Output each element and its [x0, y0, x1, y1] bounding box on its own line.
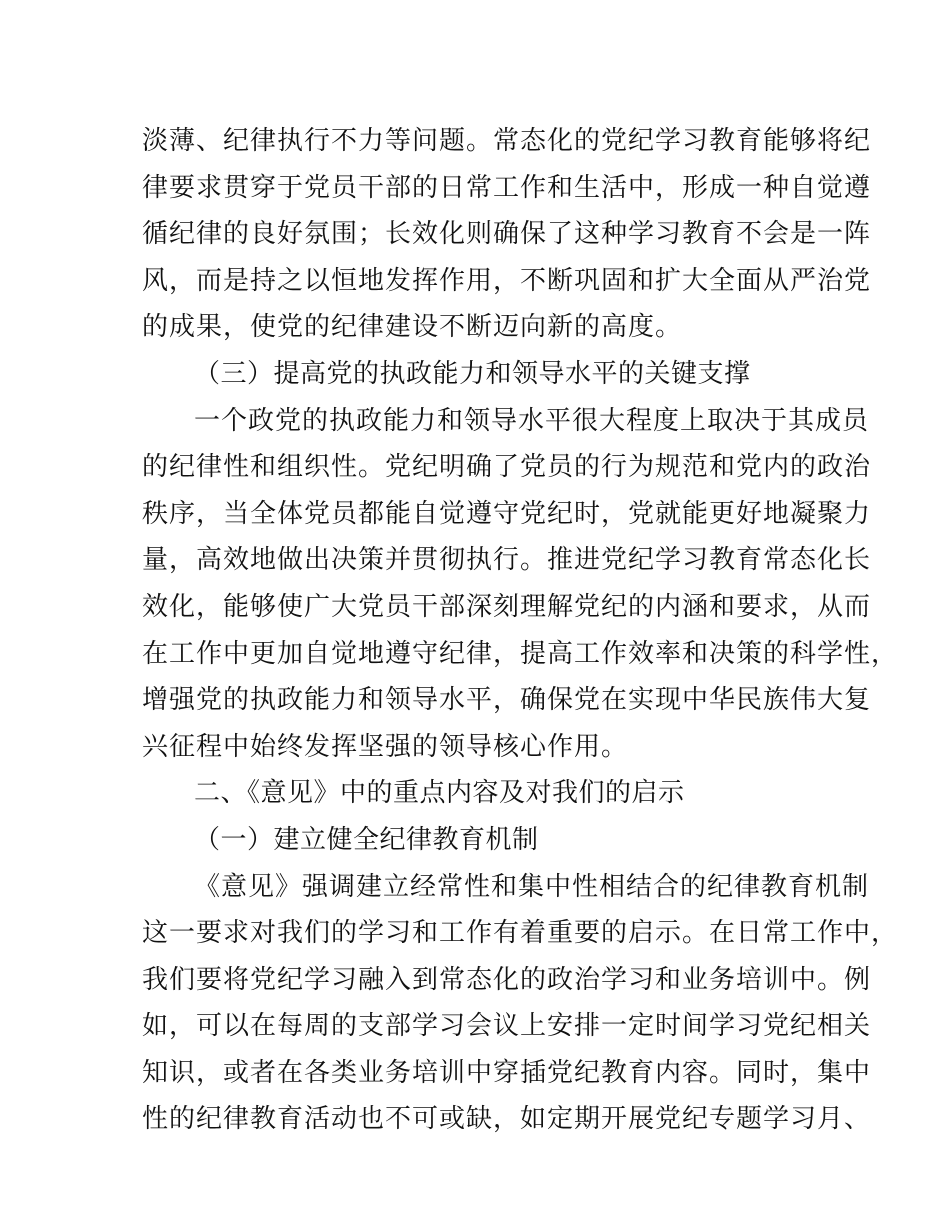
paragraph-line: 《意见》强调建立经常性和集中性相结合的纪律教育机制	[194, 871, 870, 902]
paragraph-line: 兴征程中始终发挥坚强的领导核心作用。	[142, 731, 629, 762]
paragraph-line: 循纪律的良好氛围；长效化则确保了这种学习教育不会是一阵	[142, 219, 872, 250]
paragraph-line: 律要求贯穿于党员干部的日常工作和生活中，形成一种自觉遵	[142, 172, 872, 203]
section-heading-1: （一）建立健全纪律教育机制	[194, 824, 539, 855]
paragraph-line: 如，可以在每周的支部学习会议上安排一定时间学习党纪相关	[142, 1011, 872, 1042]
paragraph-line: 淡薄、纪律执行不力等问题。常态化的党纪学习教育能够将纪	[142, 126, 872, 156]
paragraph-line: 的成果，使党的纪律建设不断迈向新的高度。	[142, 312, 683, 343]
paragraph-line: 增强党的执政能力和领导水平，确保党在实现中华民族伟大复	[142, 685, 872, 716]
paragraph-line: 效化，能够使广大党员干部深刻理解党纪的内涵和要求，从而	[142, 591, 872, 622]
paragraph-line: 风，而是持之以恒地发挥作用，不断巩固和扩大全面从严治党	[142, 265, 872, 296]
paragraph-line: 性的纪律教育活动也不可或缺，如定期开展党纪专题学习月、	[142, 1104, 872, 1135]
paragraph-line: 我们要将党纪学习融入到常态化的政治学习和业务培训中。例	[142, 964, 872, 995]
paragraph-line: 知识，或者在各类业务培训中穿插党纪教育内容。同时，集中	[142, 1057, 872, 1088]
paragraph-line: 在工作中更加自觉地遵守纪律，提高工作效率和决策的科学性，	[142, 638, 899, 669]
paragraph-line: 的纪律性和组织性。党纪明确了党员的行为规范和党内的政治	[142, 452, 872, 483]
paragraph-line: 量，高效地做出决策并贯彻执行。推进党纪学习教育常态化长	[142, 545, 872, 576]
section-heading-3: （三）提高党的执政能力和领导水平的关键支撑	[194, 358, 751, 389]
paragraph-line: 这一要求对我们的学习和工作有着重要的启示。在日常工作中，	[142, 918, 899, 949]
chapter-heading-2: 二、《意见》中的重点内容及对我们的启示	[194, 778, 685, 809]
paragraph-line: 秩序，当全体党员都能自觉遵守党纪时，党就能更好地凝聚力	[142, 498, 872, 529]
document-body	[142, 118, 899, 1143]
paragraph-line: 一个政党的执政能力和领导水平很大程度上取决于其成员	[194, 405, 870, 436]
